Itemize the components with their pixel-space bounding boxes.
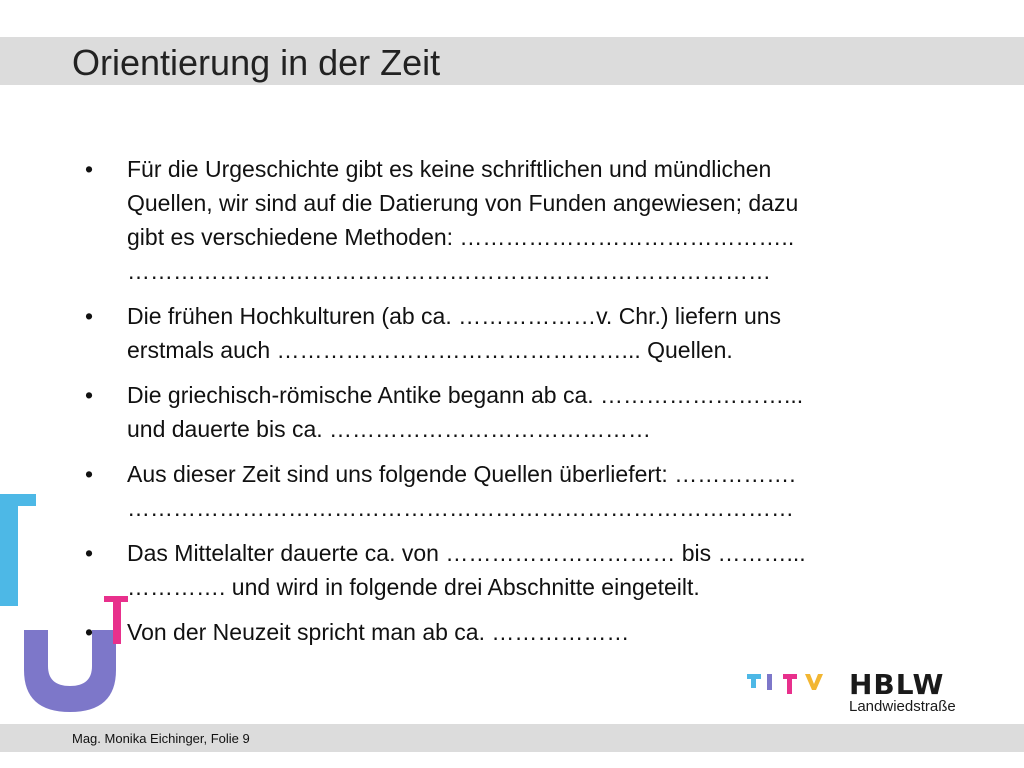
bullet-line: …………………………………………………………………………: [127, 258, 771, 284]
bullet-marker: •: [85, 540, 94, 566]
bullet-item: [85, 536, 985, 604]
logo-mark: [745, 670, 840, 698]
slide-title: Orientierung in der Zeit: [72, 42, 441, 83]
logo-name: HBLW: [849, 668, 945, 701]
footer-text: Mag. Monika Eichinger, Folie 9: [72, 731, 250, 746]
bullet-list: [85, 152, 985, 660]
logo-subtitle: Landwiedstraße: [849, 698, 956, 715]
bullet-line: gibt es verschiedene Methoden: ……………………………………..: [127, 224, 795, 250]
bullet-line: …………. und wird in folgende drei Abschnitte eingeteilt.: [127, 574, 700, 600]
bullet-line: Die griechisch-römische Antike begann ab ca. ……………………...: [127, 382, 804, 408]
bullet-line: Die frühen Hochkulturen (ab ca. ………………v. Chr.) liefern uns: [127, 303, 782, 329]
bullet-line: ……………………………………………………………………………: [127, 495, 794, 521]
bullet-line: erstmals auch ………………………………………... Quellen.: [127, 337, 733, 363]
bullet-line: Für die Urgeschichte gibt es keine schriftlichen und mündlichen: [127, 156, 772, 182]
bullet-line: Das Mittelalter dauerte ca. von ………………………… bis ………...: [127, 540, 806, 566]
bullet-line: Quellen, wir sind auf die Datierung von Funden angewiesen; dazu: [127, 190, 799, 216]
bullet-line: Aus dieser Zeit sind uns folgende Quellen überliefert: …………….: [127, 461, 796, 487]
bullet-item: [85, 615, 985, 649]
bullet-item: [85, 299, 985, 367]
bullet-item: [85, 457, 985, 525]
bullet-marker: •: [85, 156, 94, 182]
bullet-line: Von der Neuzeit spricht man ab ca. ………………: [127, 619, 630, 645]
bullet-item: [85, 152, 985, 288]
bullet-item: [85, 378, 985, 446]
school-logo: [745, 668, 975, 718]
bullet-marker: •: [85, 619, 94, 645]
bullet-marker: •: [85, 461, 94, 487]
bullet-marker: •: [85, 382, 94, 408]
bullet-marker: •: [85, 303, 94, 329]
bullet-line: und dauerte bis ca. ……………………………………: [127, 416, 652, 442]
cyan-stroke: [0, 494, 18, 606]
